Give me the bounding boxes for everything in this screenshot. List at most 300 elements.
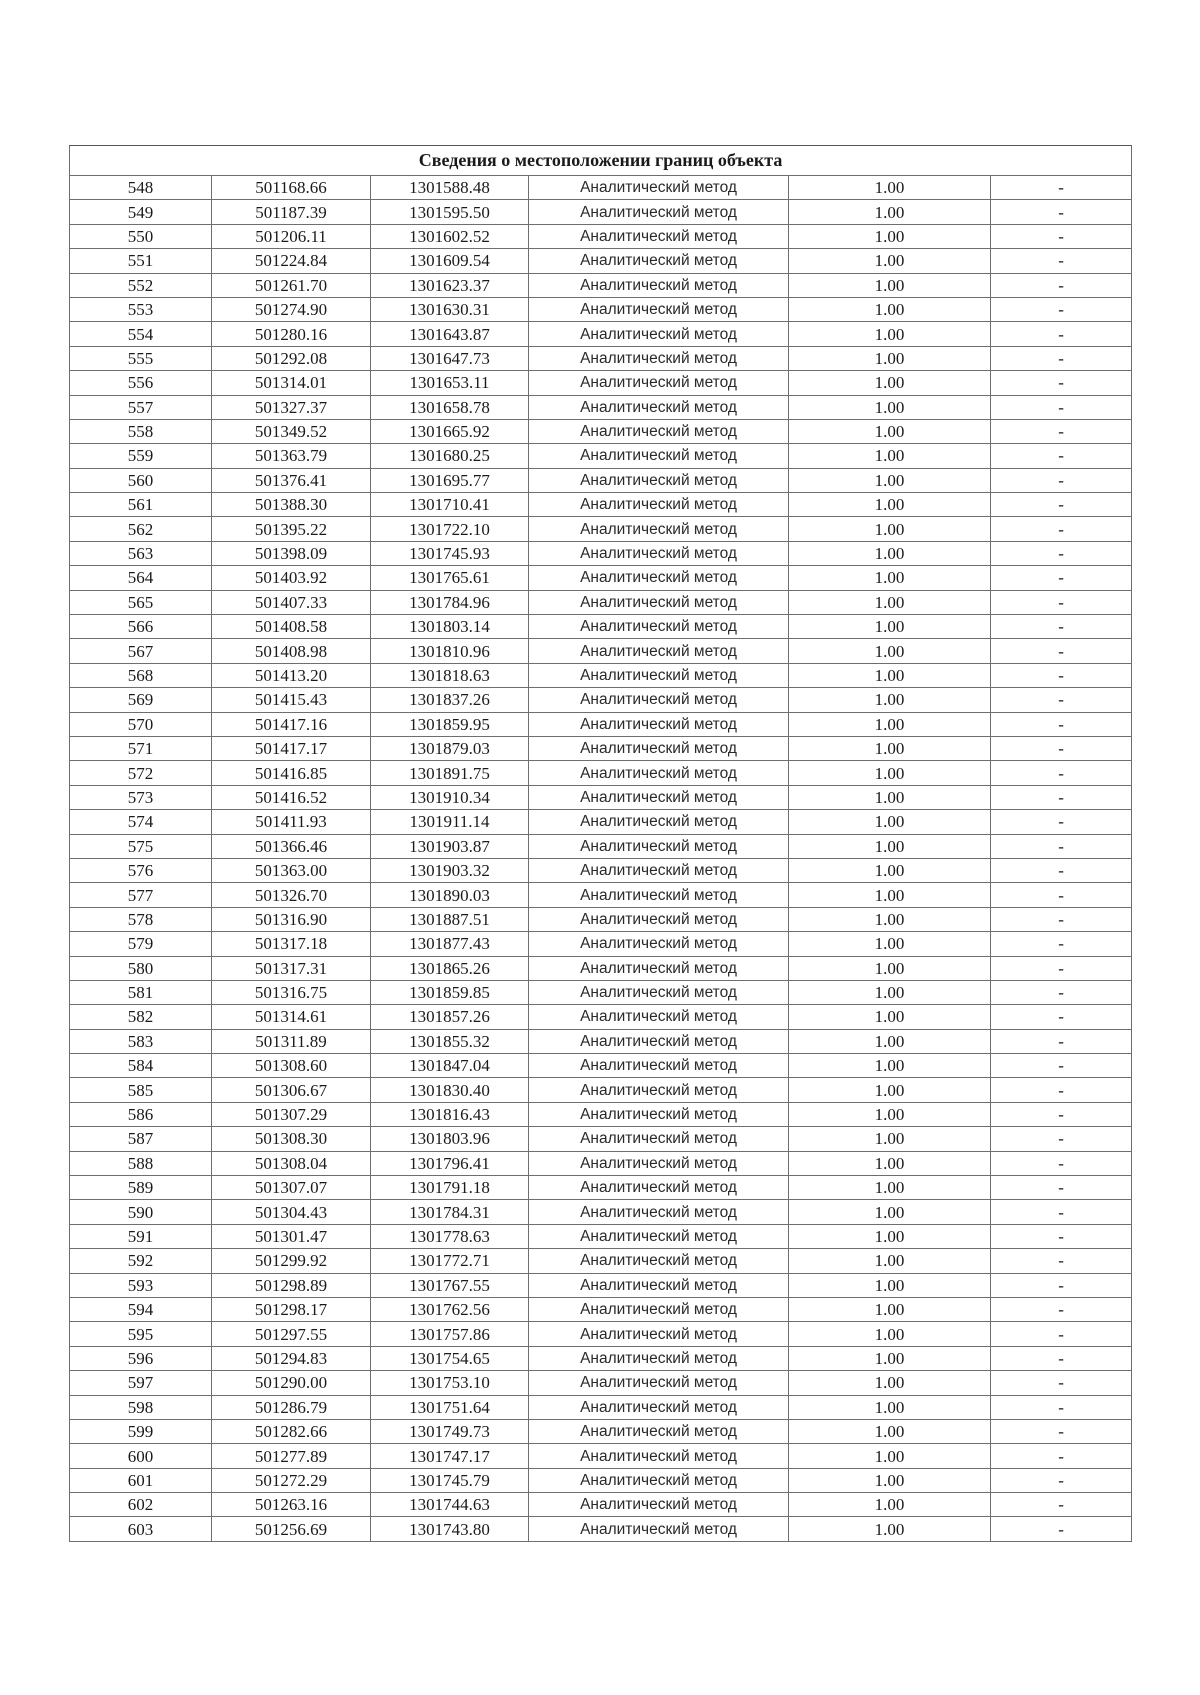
description-cell: - <box>991 663 1132 687</box>
method-cell: Аналитический метод <box>529 736 789 760</box>
y-coordinate-cell: 1301847.04 <box>371 1054 529 1078</box>
accuracy-cell: 1.00 <box>789 1005 991 1029</box>
description-cell: - <box>991 1273 1132 1297</box>
description-cell: - <box>991 761 1132 785</box>
method-cell: Аналитический метод <box>529 785 789 809</box>
x-coordinate-cell: 501416.85 <box>212 761 371 785</box>
x-coordinate-cell: 501316.90 <box>212 907 371 931</box>
point-number-cell: 567 <box>70 639 212 663</box>
table-row <box>70 663 1132 687</box>
accuracy-cell: 1.00 <box>789 1395 991 1419</box>
y-coordinate-cell: 1301890.03 <box>371 883 529 907</box>
table-row <box>70 1127 1132 1151</box>
point-number-cell: 602 <box>70 1493 212 1517</box>
table-row <box>70 883 1132 907</box>
table-row <box>70 1224 1132 1248</box>
x-coordinate-cell: 501304.43 <box>212 1200 371 1224</box>
accuracy-cell: 1.00 <box>789 858 991 882</box>
description-cell: - <box>991 517 1132 541</box>
description-cell: - <box>991 1297 1132 1321</box>
x-coordinate-cell: 501272.29 <box>212 1468 371 1492</box>
accuracy-cell: 1.00 <box>789 346 991 370</box>
description-cell: - <box>991 834 1132 858</box>
description-cell: - <box>991 712 1132 736</box>
point-number-cell: 600 <box>70 1444 212 1468</box>
point-number-cell: 556 <box>70 371 212 395</box>
table-row <box>70 468 1132 492</box>
table-row <box>70 1371 1132 1395</box>
method-cell: Аналитический метод <box>529 1346 789 1370</box>
point-number-cell: 570 <box>70 712 212 736</box>
point-number-cell: 583 <box>70 1029 212 1053</box>
point-number-cell: 573 <box>70 785 212 809</box>
x-coordinate-cell: 501187.39 <box>212 200 371 224</box>
accuracy-cell: 1.00 <box>789 200 991 224</box>
point-number-cell: 581 <box>70 980 212 1004</box>
table-row <box>70 615 1132 639</box>
x-coordinate-cell: 501403.92 <box>212 566 371 590</box>
y-coordinate-cell: 1301859.95 <box>371 712 529 736</box>
x-coordinate-cell: 501301.47 <box>212 1224 371 1248</box>
method-cell: Аналитический метод <box>529 1078 789 1102</box>
method-cell: Аналитический метод <box>529 858 789 882</box>
description-cell: - <box>991 249 1132 273</box>
method-cell: Аналитический метод <box>529 980 789 1004</box>
x-coordinate-cell: 501286.79 <box>212 1395 371 1419</box>
method-cell: Аналитический метод <box>529 1297 789 1321</box>
y-coordinate-cell: 1301745.93 <box>371 541 529 565</box>
point-number-cell: 598 <box>70 1395 212 1419</box>
accuracy-cell: 1.00 <box>789 1176 991 1200</box>
point-number-cell: 549 <box>70 200 212 224</box>
description-cell: - <box>991 1419 1132 1443</box>
description-cell: - <box>991 273 1132 297</box>
y-coordinate-cell: 1301903.87 <box>371 834 529 858</box>
method-cell: Аналитический метод <box>529 273 789 297</box>
description-cell: - <box>991 176 1132 200</box>
description-cell: - <box>991 956 1132 980</box>
x-coordinate-cell: 501417.17 <box>212 736 371 760</box>
accuracy-cell: 1.00 <box>789 980 991 1004</box>
description-cell: - <box>991 346 1132 370</box>
method-cell: Аналитический метод <box>529 176 789 200</box>
method-cell: Аналитический метод <box>529 1176 789 1200</box>
table-row <box>70 1468 1132 1492</box>
x-coordinate-cell: 501292.08 <box>212 346 371 370</box>
accuracy-cell: 1.00 <box>789 566 991 590</box>
y-coordinate-cell: 1301762.56 <box>371 1297 529 1321</box>
accuracy-cell: 1.00 <box>789 1322 991 1346</box>
x-coordinate-cell: 501376.41 <box>212 468 371 492</box>
x-coordinate-cell: 501317.31 <box>212 956 371 980</box>
table-row <box>70 541 1132 565</box>
method-cell: Аналитический метод <box>529 346 789 370</box>
y-coordinate-cell: 1301747.17 <box>371 1444 529 1468</box>
y-coordinate-cell: 1301859.85 <box>371 980 529 1004</box>
method-cell: Аналитический метод <box>529 1224 789 1248</box>
accuracy-cell: 1.00 <box>789 1029 991 1053</box>
table-row <box>70 761 1132 785</box>
point-number-cell: 584 <box>70 1054 212 1078</box>
x-coordinate-cell: 501224.84 <box>212 249 371 273</box>
description-cell: - <box>991 1176 1132 1200</box>
y-coordinate-cell: 1301695.77 <box>371 468 529 492</box>
point-number-cell: 586 <box>70 1102 212 1126</box>
method-cell: Аналитический метод <box>529 395 789 419</box>
description-cell: - <box>991 468 1132 492</box>
accuracy-cell: 1.00 <box>789 639 991 663</box>
table-row <box>70 566 1132 590</box>
table-row <box>70 1176 1132 1200</box>
description-cell: - <box>991 1078 1132 1102</box>
method-cell: Аналитический метод <box>529 1102 789 1126</box>
x-coordinate-cell: 501349.52 <box>212 419 371 443</box>
point-number-cell: 575 <box>70 834 212 858</box>
description-cell: - <box>991 883 1132 907</box>
accuracy-cell: 1.00 <box>789 736 991 760</box>
description-cell: - <box>991 1102 1132 1126</box>
point-number-cell: 566 <box>70 615 212 639</box>
x-coordinate-cell: 501417.16 <box>212 712 371 736</box>
x-coordinate-cell: 501314.61 <box>212 1005 371 1029</box>
y-coordinate-cell: 1301647.73 <box>371 346 529 370</box>
accuracy-cell: 1.00 <box>789 1200 991 1224</box>
x-coordinate-cell: 501206.11 <box>212 224 371 248</box>
accuracy-cell: 1.00 <box>789 541 991 565</box>
x-coordinate-cell: 501415.43 <box>212 688 371 712</box>
method-cell: Аналитический метод <box>529 1493 789 1517</box>
y-coordinate-cell: 1301855.32 <box>371 1029 529 1053</box>
accuracy-cell: 1.00 <box>789 444 991 468</box>
point-number-cell: 564 <box>70 566 212 590</box>
method-cell: Аналитический метод <box>529 688 789 712</box>
x-coordinate-cell: 501317.18 <box>212 932 371 956</box>
method-cell: Аналитический метод <box>529 932 789 956</box>
accuracy-cell: 1.00 <box>789 761 991 785</box>
table-row <box>70 176 1132 200</box>
description-cell: - <box>991 907 1132 931</box>
y-coordinate-cell: 1301865.26 <box>371 956 529 980</box>
y-coordinate-cell: 1301722.10 <box>371 517 529 541</box>
method-cell: Аналитический метод <box>529 639 789 663</box>
point-number-cell: 557 <box>70 395 212 419</box>
y-coordinate-cell: 1301830.40 <box>371 1078 529 1102</box>
accuracy-cell: 1.00 <box>789 1517 991 1541</box>
table-row <box>70 322 1132 346</box>
accuracy-cell: 1.00 <box>789 956 991 980</box>
accuracy-cell: 1.00 <box>789 1419 991 1443</box>
method-cell: Аналитический метод <box>529 956 789 980</box>
table-row <box>70 785 1132 809</box>
table-row <box>70 395 1132 419</box>
accuracy-cell: 1.00 <box>789 590 991 614</box>
description-cell: - <box>991 858 1132 882</box>
accuracy-cell: 1.00 <box>789 1224 991 1248</box>
y-coordinate-cell: 1301816.43 <box>371 1102 529 1126</box>
description-cell: - <box>991 1517 1132 1541</box>
point-number-cell: 595 <box>70 1322 212 1346</box>
accuracy-cell: 1.00 <box>789 810 991 834</box>
method-cell: Аналитический метод <box>529 1151 789 1175</box>
table-row <box>70 712 1132 736</box>
y-coordinate-cell: 1301658.78 <box>371 395 529 419</box>
method-cell: Аналитический метод <box>529 1127 789 1151</box>
y-coordinate-cell: 1301877.43 <box>371 932 529 956</box>
point-number-cell: 585 <box>70 1078 212 1102</box>
table-row <box>70 493 1132 517</box>
method-cell: Аналитический метод <box>529 566 789 590</box>
point-number-cell: 582 <box>70 1005 212 1029</box>
point-number-cell: 597 <box>70 1371 212 1395</box>
method-cell: Аналитический метод <box>529 1468 789 1492</box>
method-cell: Аналитический метод <box>529 712 789 736</box>
y-coordinate-cell: 1301778.63 <box>371 1224 529 1248</box>
accuracy-cell: 1.00 <box>789 395 991 419</box>
method-cell: Аналитический метод <box>529 1249 789 1273</box>
description-cell: - <box>991 1029 1132 1053</box>
x-coordinate-cell: 501256.69 <box>212 1517 371 1541</box>
table-row <box>70 932 1132 956</box>
accuracy-cell: 1.00 <box>789 932 991 956</box>
accuracy-cell: 1.00 <box>789 1102 991 1126</box>
point-number-cell: 580 <box>70 956 212 980</box>
table-row <box>70 1517 1132 1541</box>
y-coordinate-cell: 1301767.55 <box>371 1273 529 1297</box>
method-cell: Аналитический метод <box>529 761 789 785</box>
table-row <box>70 1249 1132 1273</box>
point-number-cell: 558 <box>70 419 212 443</box>
method-cell: Аналитический метод <box>529 297 789 321</box>
point-number-cell: 568 <box>70 663 212 687</box>
description-cell: - <box>991 932 1132 956</box>
y-coordinate-cell: 1301765.61 <box>371 566 529 590</box>
accuracy-cell: 1.00 <box>789 1346 991 1370</box>
accuracy-cell: 1.00 <box>789 1444 991 1468</box>
table-row <box>70 273 1132 297</box>
table-row <box>70 444 1132 468</box>
description-cell: - <box>991 419 1132 443</box>
method-cell: Аналитический метод <box>529 1517 789 1541</box>
description-cell: - <box>991 371 1132 395</box>
y-coordinate-cell: 1301595.50 <box>371 200 529 224</box>
method-cell: Аналитический метод <box>529 468 789 492</box>
description-cell: - <box>991 1200 1132 1224</box>
x-coordinate-cell: 501282.66 <box>212 1419 371 1443</box>
x-coordinate-cell: 501326.70 <box>212 883 371 907</box>
method-cell: Аналитический метод <box>529 663 789 687</box>
accuracy-cell: 1.00 <box>789 712 991 736</box>
table-row <box>70 1346 1132 1370</box>
point-number-cell: 577 <box>70 883 212 907</box>
description-cell: - <box>991 493 1132 517</box>
accuracy-cell: 1.00 <box>789 273 991 297</box>
point-number-cell: 559 <box>70 444 212 468</box>
description-cell: - <box>991 1127 1132 1151</box>
method-cell: Аналитический метод <box>529 1395 789 1419</box>
point-number-cell: 593 <box>70 1273 212 1297</box>
table-row <box>70 907 1132 931</box>
accuracy-cell: 1.00 <box>789 224 991 248</box>
y-coordinate-cell: 1301744.63 <box>371 1493 529 1517</box>
table-row <box>70 1322 1132 1346</box>
method-cell: Аналитический метод <box>529 1273 789 1297</box>
method-cell: Аналитический метод <box>529 615 789 639</box>
table-row <box>70 1419 1132 1443</box>
method-cell: Аналитический метод <box>529 322 789 346</box>
table-row <box>70 810 1132 834</box>
point-number-cell: 563 <box>70 541 212 565</box>
table-body <box>70 146 1132 1542</box>
description-cell: - <box>991 1395 1132 1419</box>
y-coordinate-cell: 1301784.96 <box>371 590 529 614</box>
point-number-cell: 591 <box>70 1224 212 1248</box>
method-cell: Аналитический метод <box>529 907 789 931</box>
point-number-cell: 594 <box>70 1297 212 1321</box>
point-number-cell: 574 <box>70 810 212 834</box>
method-cell: Аналитический метод <box>529 1371 789 1395</box>
y-coordinate-cell: 1301891.75 <box>371 761 529 785</box>
accuracy-cell: 1.00 <box>789 249 991 273</box>
table-row <box>70 639 1132 663</box>
y-coordinate-cell: 1301751.64 <box>371 1395 529 1419</box>
y-coordinate-cell: 1301791.18 <box>371 1176 529 1200</box>
point-number-cell: 590 <box>70 1200 212 1224</box>
y-coordinate-cell: 1301757.86 <box>371 1322 529 1346</box>
table-row <box>70 980 1132 1004</box>
accuracy-cell: 1.00 <box>789 1493 991 1517</box>
description-cell: - <box>991 688 1132 712</box>
table-row <box>70 346 1132 370</box>
table-row <box>70 1005 1132 1029</box>
point-number-cell: 592 <box>70 1249 212 1273</box>
accuracy-cell: 1.00 <box>789 419 991 443</box>
y-coordinate-cell: 1301754.65 <box>371 1346 529 1370</box>
x-coordinate-cell: 501327.37 <box>212 395 371 419</box>
point-number-cell: 551 <box>70 249 212 273</box>
description-cell: - <box>991 322 1132 346</box>
x-coordinate-cell: 501168.66 <box>212 176 371 200</box>
accuracy-cell: 1.00 <box>789 468 991 492</box>
method-cell: Аналитический метод <box>529 444 789 468</box>
y-coordinate-cell: 1301745.79 <box>371 1468 529 1492</box>
x-coordinate-cell: 501307.07 <box>212 1176 371 1200</box>
table-row <box>70 297 1132 321</box>
method-cell: Аналитический метод <box>529 541 789 565</box>
table-row <box>70 1297 1132 1321</box>
point-number-cell: 596 <box>70 1346 212 1370</box>
table-row <box>70 517 1132 541</box>
method-cell: Аналитический метод <box>529 834 789 858</box>
y-coordinate-cell: 1301910.34 <box>371 785 529 809</box>
x-coordinate-cell: 501274.90 <box>212 297 371 321</box>
point-number-cell: 589 <box>70 1176 212 1200</box>
accuracy-cell: 1.00 <box>789 883 991 907</box>
point-number-cell: 552 <box>70 273 212 297</box>
x-coordinate-cell: 501311.89 <box>212 1029 371 1053</box>
description-cell: - <box>991 1371 1132 1395</box>
table-row <box>70 371 1132 395</box>
boundary-coordinates-table <box>69 145 1132 1542</box>
table-row <box>70 1395 1132 1419</box>
table-row <box>70 200 1132 224</box>
accuracy-cell: 1.00 <box>789 176 991 200</box>
table-row <box>70 1493 1132 1517</box>
accuracy-cell: 1.00 <box>789 663 991 687</box>
point-number-cell: 548 <box>70 176 212 200</box>
table-row <box>70 688 1132 712</box>
method-cell: Аналитический метод <box>529 419 789 443</box>
x-coordinate-cell: 501261.70 <box>212 273 371 297</box>
table-row <box>70 1151 1132 1175</box>
point-number-cell: 571 <box>70 736 212 760</box>
table-row <box>70 224 1132 248</box>
x-coordinate-cell: 501316.75 <box>212 980 371 1004</box>
x-coordinate-cell: 501308.30 <box>212 1127 371 1151</box>
y-coordinate-cell: 1301665.92 <box>371 419 529 443</box>
description-cell: - <box>991 444 1132 468</box>
accuracy-cell: 1.00 <box>789 1127 991 1151</box>
accuracy-cell: 1.00 <box>789 615 991 639</box>
table-row <box>70 1200 1132 1224</box>
table-row <box>70 1078 1132 1102</box>
x-coordinate-cell: 501290.00 <box>212 1371 371 1395</box>
description-cell: - <box>991 810 1132 834</box>
method-cell: Аналитический метод <box>529 590 789 614</box>
method-cell: Аналитический метод <box>529 517 789 541</box>
x-coordinate-cell: 501398.09 <box>212 541 371 565</box>
y-coordinate-cell: 1301653.11 <box>371 371 529 395</box>
y-coordinate-cell: 1301837.26 <box>371 688 529 712</box>
accuracy-cell: 1.00 <box>789 322 991 346</box>
y-coordinate-cell: 1301680.25 <box>371 444 529 468</box>
point-number-cell: 579 <box>70 932 212 956</box>
description-cell: - <box>991 736 1132 760</box>
description-cell: - <box>991 566 1132 590</box>
point-number-cell: 550 <box>70 224 212 248</box>
table-row <box>70 1444 1132 1468</box>
table-title: Сведения о местоположении границ объекта <box>70 146 1132 176</box>
x-coordinate-cell: 501395.22 <box>212 517 371 541</box>
accuracy-cell: 1.00 <box>789 1151 991 1175</box>
description-cell: - <box>991 615 1132 639</box>
point-number-cell: 555 <box>70 346 212 370</box>
description-cell: - <box>991 1493 1132 1517</box>
x-coordinate-cell: 501306.67 <box>212 1078 371 1102</box>
table-row <box>70 249 1132 273</box>
y-coordinate-cell: 1301784.31 <box>371 1200 529 1224</box>
y-coordinate-cell: 1301753.10 <box>371 1371 529 1395</box>
x-coordinate-cell: 501307.29 <box>212 1102 371 1126</box>
y-coordinate-cell: 1301772.71 <box>371 1249 529 1273</box>
accuracy-cell: 1.00 <box>789 1371 991 1395</box>
description-cell: - <box>991 980 1132 1004</box>
y-coordinate-cell: 1301887.51 <box>371 907 529 931</box>
x-coordinate-cell: 501263.16 <box>212 1493 371 1517</box>
description-cell: - <box>991 1224 1132 1248</box>
accuracy-cell: 1.00 <box>789 297 991 321</box>
point-number-cell: 603 <box>70 1517 212 1541</box>
table-row <box>70 590 1132 614</box>
x-coordinate-cell: 501408.98 <box>212 639 371 663</box>
y-coordinate-cell: 1301803.96 <box>371 1127 529 1151</box>
x-coordinate-cell: 501294.83 <box>212 1346 371 1370</box>
method-cell: Аналитический метод <box>529 200 789 224</box>
y-coordinate-cell: 1301588.48 <box>371 176 529 200</box>
description-cell: - <box>991 1005 1132 1029</box>
table-row <box>70 1102 1132 1126</box>
table-row <box>70 736 1132 760</box>
x-coordinate-cell: 501408.58 <box>212 615 371 639</box>
